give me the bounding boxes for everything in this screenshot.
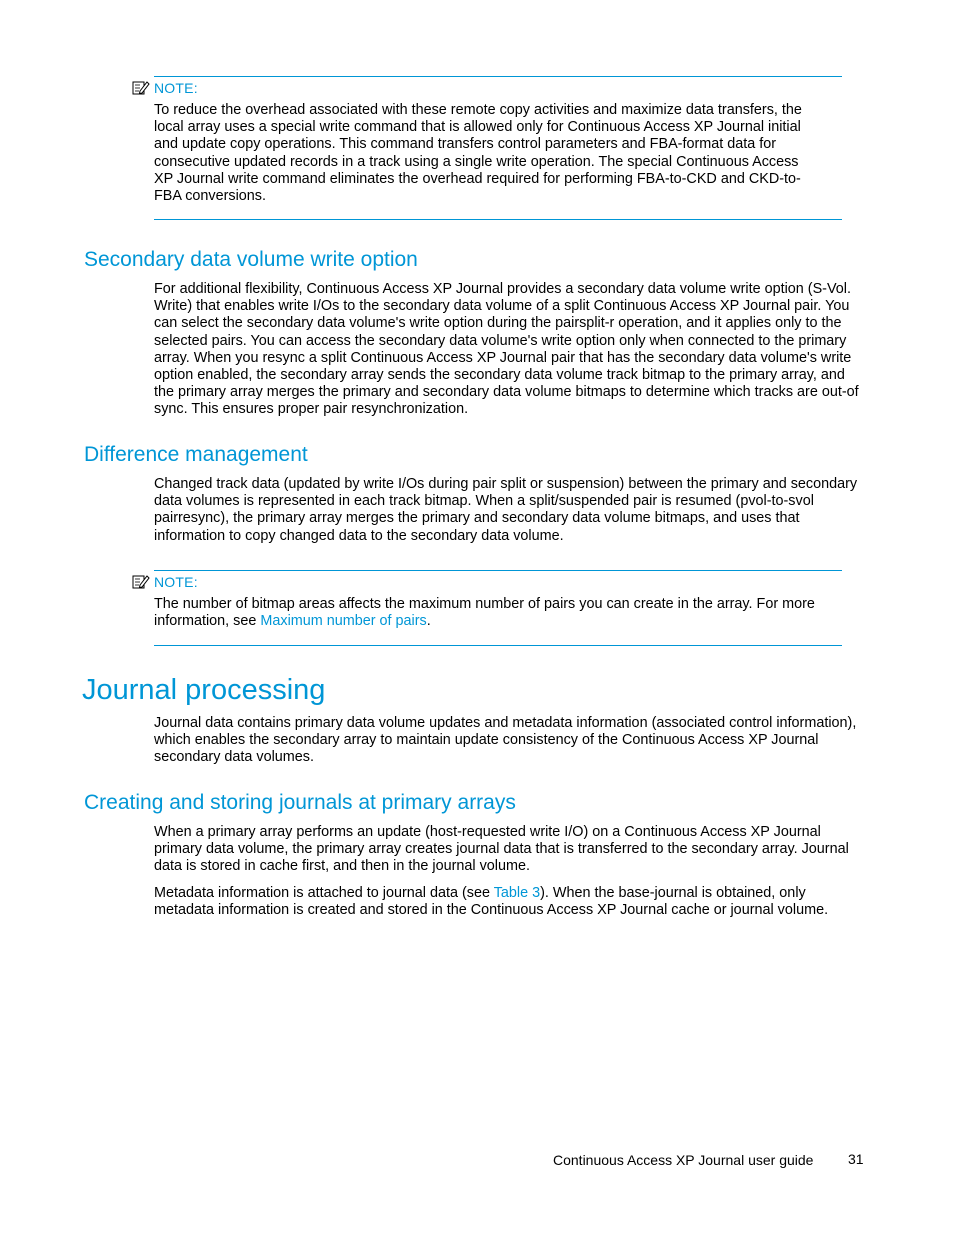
note-text-after: . [426,613,431,630]
note-header [132,79,198,97]
note-label: NOTE: [154,574,198,590]
note-pencil-icon [132,574,150,590]
section-text-difference: Changed track data (updated by write I/Os during pair split or suspension) between the primary and secondary data volumes is represented in each track bitmap. When a split/suspended pair is resumed (pvol-to-svol pairresync), the primary array merges the primary and secondary data volume bitmaps, and uses that information to copy changed data to the secondary data volume. [154,476,858,544]
link-table-3[interactable]: Table 3 [493,885,541,901]
section-heading-difference: Difference management [84,443,308,466]
section-text-svol-write: For additional flexibility, Continuous Access XP Journal provides a secondary data volume write option (S-Vol. Write) that enables write I/Os to the secondary data volume of a split Continuous Access XP Journal pair. You can select the secondary data volume's write option during the pairsplit-r operation, and it applies only to the selected pairs. You can access the secondary data volume's write option only when connected to the primary array. When you resync a split Continuous Access XP Journal pair that has the secondary data volume's write option enabled, the secondary array sends the secondary data volume track bitmap to the primary array, and the primary array merges the primary and secondary data volume bitmaps to determine which tracks are out-of sync. This ensures proper pair resynchronization. [154,281,859,418]
section-text-creating-journals-2 [154,885,860,919]
note-text [154,596,816,630]
note-bottom-rule [154,219,842,220]
footer-page-number: 31 [848,1151,864,1167]
note-pencil-icon [132,80,150,96]
section-text-journal-processing: Journal data contains primary data volume updates and metadata information (associated control information), which enables the secondary array to maintain update consistency of the Continuous Access XP Journal secondary data volumes. [154,715,857,766]
metadata-text-after: ). When the base-journal is obtained, only metadata information is created and stored in the Continuous Access XP Journal cache or journal volume. [154,885,829,919]
note-text-before: The number of bitmap areas affects the maximum number of pairs you can create in the array. For more information, see [154,596,815,630]
section-heading-svol-write: Secondary data volume write option [84,248,418,271]
link-maximum-number-of-pairs[interactable]: Maximum number of pairs [260,613,427,630]
note-bottom-rule [154,645,842,646]
footer-guide-title: Continuous Access XP Journal user guide [553,1152,814,1168]
note-top-rule [154,570,842,571]
section-text-creating-journals-1: When a primary array performs an update (host-requested write I/O) on a Continuous Access XP Journal primary data volume, the primary array creates journal data that is transferred to the secondary array. Journal data is stored in cache first, and then in the journal volume. [154,824,849,875]
note-header [132,573,198,591]
chapter-heading-journal-processing: Journal processing [82,674,326,706]
note-label: NOTE: [154,80,198,96]
note-top-rule [154,76,842,77]
note-text: To reduce the overhead associated with these remote copy activities and maximize data transfers, the local array uses a special write command that is allowed only for Continuous Access XP Journal initial and update copy operations. This command transfers control parameters and FBA-format data for consecutive updated records in a track using a single write operation. The special Continuous Access XP Journal write command eliminates the overhead required for performing FBA-to-CKD and CKD-to-FBA conversions. [154,102,802,205]
section-heading-creating-journals: Creating and storing journals at primary arrays [84,791,516,814]
metadata-text-before: Metadata information is attached to journal data (see [154,885,494,901]
